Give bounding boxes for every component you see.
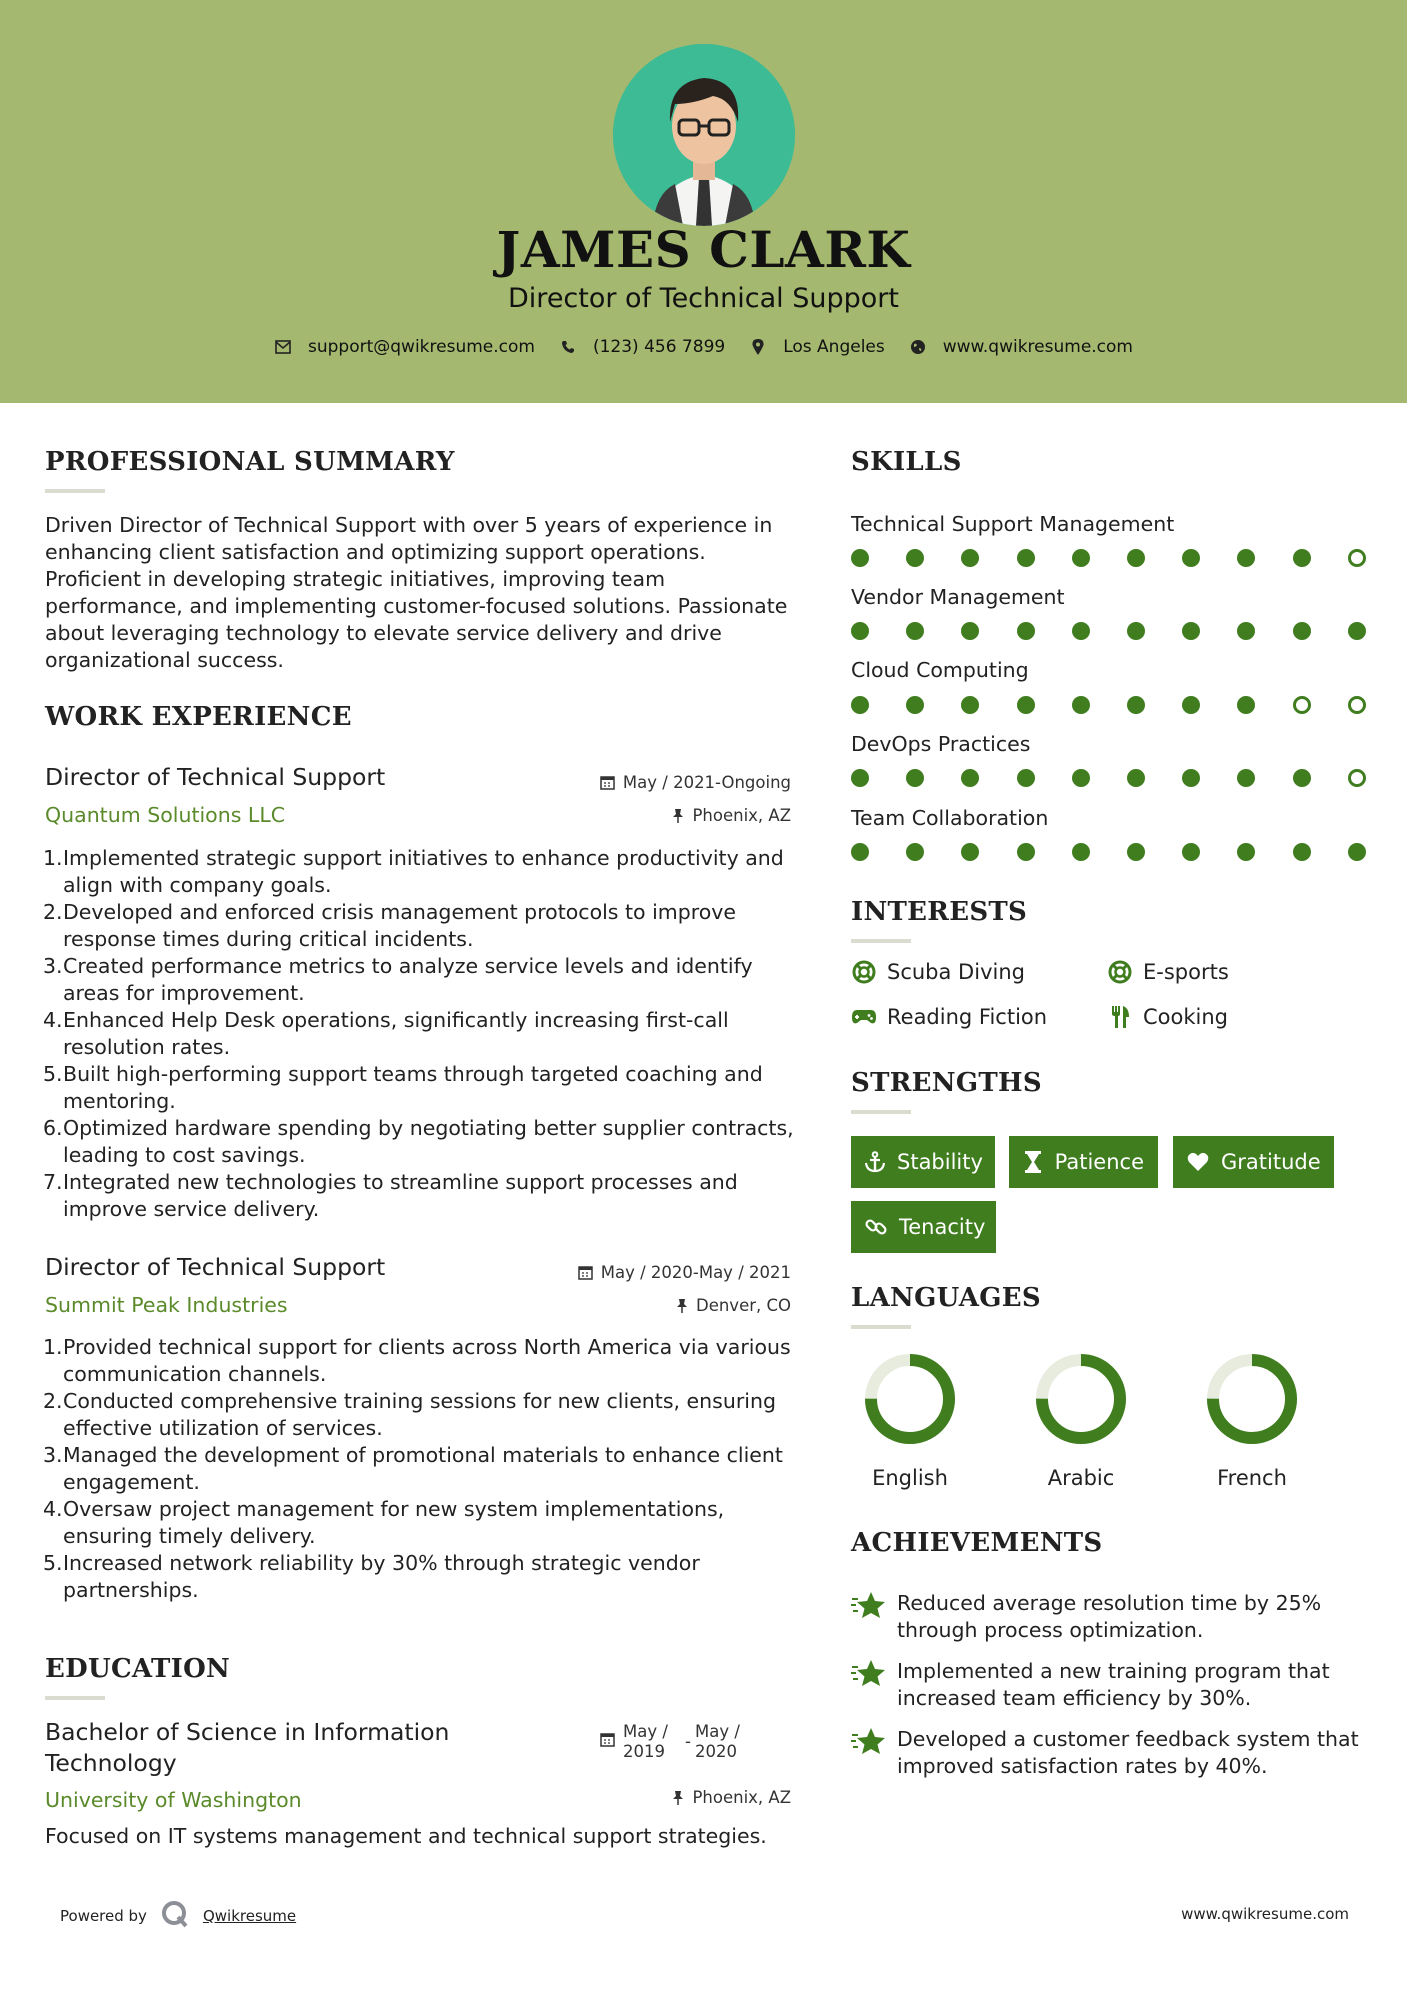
- interest-item: Cooking: [1107, 1004, 1228, 1030]
- list-item: 2. Developed and enforced crisis management protocols to improve response times during critical incidents.: [43, 900, 737, 951]
- language-name: French: [1217, 1466, 1287, 1490]
- contact-phone[interactable]: (123) 456 7899: [559, 337, 725, 357]
- education-dates: May / 2019 - May / 2020: [600, 1722, 745, 1762]
- pushpin-icon: [676, 1298, 688, 1313]
- contact-location: Los Angeles: [749, 337, 885, 357]
- rating-dot-filled: [906, 769, 924, 787]
- list-item: 6. Optimized hardware spending by negotiating better supplier contracts, leading to cost savings.: [43, 1116, 794, 1167]
- skill-name: DevOps Practices: [851, 732, 1031, 756]
- rating-dot-filled: [1072, 769, 1090, 787]
- hourglass-icon: [1023, 1151, 1043, 1173]
- pushpin-icon: [672, 808, 684, 823]
- envelope-icon: [274, 338, 292, 356]
- skill-rating: [851, 769, 1371, 789]
- rating-dot-filled: [961, 696, 979, 714]
- job-1-duties: [45, 845, 805, 1223]
- skill-rating: [851, 696, 1371, 716]
- list-item: 5. Built high-performing support teams through targeted coaching and mentoring.: [43, 1062, 763, 1113]
- qwikresume-logo-icon: [161, 1900, 189, 1932]
- candidate-name: JAMES CLARK: [496, 220, 911, 279]
- summary-divider: [45, 489, 105, 493]
- language-item: [1192, 1352, 1312, 1490]
- star-icon: [851, 1726, 887, 1756]
- rating-dot-filled: [1017, 622, 1035, 640]
- globe-icon: [909, 338, 927, 356]
- summary-heading: PROFESSIONAL SUMMARY: [45, 447, 455, 477]
- skill-name: Team Collaboration: [851, 806, 1049, 830]
- rating-dot-filled: [1127, 696, 1145, 714]
- list-item: 1. Provided technical support for clients across North America via various communication channels.: [43, 1335, 791, 1386]
- rating-dot-filled: [906, 549, 924, 567]
- achievement-item: Reduced average resolution time by 25% through process optimization.: [851, 1590, 1371, 1644]
- achievement-item: Developed a customer feedback system that improved satisfaction rates by 40%.: [851, 1726, 1371, 1780]
- language-item: [1021, 1352, 1141, 1490]
- job-2-dates: May / 2020-May / 2021: [520, 1263, 791, 1282]
- job-2-duties: [45, 1334, 805, 1604]
- skills-heading: SKILLS: [851, 447, 962, 477]
- strength-badge: Tenacity: [851, 1201, 996, 1253]
- skill-name: Vendor Management: [851, 585, 1065, 609]
- rating-dot-filled: [1072, 843, 1090, 861]
- lifebuoy-icon: [851, 959, 877, 985]
- achievement-item: Implemented a new training program that increased team efficiency by 30%.: [851, 1658, 1371, 1712]
- education-divider: [45, 1696, 105, 1700]
- rating-dot-filled: [906, 843, 924, 861]
- qwikresume-link[interactable]: Qwikresume: [202, 1907, 297, 1925]
- skill-rating: [851, 549, 1371, 569]
- calendar-icon: [600, 1732, 615, 1762]
- rating-dot-empty: [1348, 696, 1366, 714]
- star-icon: [851, 1658, 887, 1688]
- rating-dot-filled: [1182, 769, 1200, 787]
- contact-bar: [0, 337, 1407, 357]
- interest-item: E-sports: [1107, 959, 1229, 985]
- interests-divider: [851, 939, 911, 943]
- rating-dot-empty: [1348, 769, 1366, 787]
- star-icon: [851, 1590, 887, 1620]
- rating-dot-filled: [1017, 769, 1035, 787]
- rating-dot-filled: [1017, 696, 1035, 714]
- rating-dot-filled: [1182, 843, 1200, 861]
- list-item: 3. Created performance metrics to analyze service levels and identify areas for improvement.: [43, 954, 753, 1005]
- job-1-title: Director of Technical Support: [45, 763, 386, 791]
- rating-dot-filled: [851, 769, 869, 787]
- rating-dot-filled: [906, 622, 924, 640]
- strength-badge: Stability: [851, 1136, 995, 1188]
- lifebuoy-icon: [1107, 959, 1133, 985]
- rating-dot-filled: [1017, 843, 1035, 861]
- strengths-divider: [851, 1110, 911, 1114]
- skill-name: Cloud Computing: [851, 658, 1029, 682]
- rating-dot-filled: [961, 769, 979, 787]
- list-item: 1. Implemented strategic support initiatives to enhance productivity and align with company goals.: [43, 846, 784, 897]
- profile-photo: [613, 44, 795, 226]
- rating-dot-filled: [1237, 549, 1255, 567]
- interests-heading: INTERESTS: [851, 897, 1028, 927]
- degree-title: Bachelor of Science in Information Technology: [45, 1718, 450, 1777]
- rating-dot-filled: [851, 622, 869, 640]
- phone-icon: [559, 338, 577, 356]
- rating-dot-filled: [1182, 696, 1200, 714]
- education-location: Phoenix, AZ: [560, 1788, 791, 1807]
- rating-dot-filled: [851, 696, 869, 714]
- footer-powered-by: Powered by Qwikresume: [60, 1900, 296, 1932]
- contact-email[interactable]: support@qwikresume.com: [274, 337, 535, 357]
- job-1-location: Phoenix, AZ: [560, 806, 791, 825]
- job-1-dates: May / 2021-Ongoing: [560, 773, 791, 792]
- language-name: Arabic: [1047, 1466, 1115, 1490]
- calendar-icon: [578, 1265, 593, 1280]
- rating-dot-filled: [1182, 549, 1200, 567]
- rating-dot-filled: [1293, 769, 1311, 787]
- experience-heading: WORK EXPERIENCE: [45, 702, 352, 732]
- education-heading: EDUCATION: [45, 1654, 231, 1684]
- rating-dot-filled: [1237, 696, 1255, 714]
- rating-dot-filled: [1237, 769, 1255, 787]
- heart-icon: [1187, 1151, 1209, 1173]
- candidate-title: Director of Technical Support: [508, 283, 899, 314]
- list-item: 7. Integrated new technologies to streamline support processes and improve service delivery.: [43, 1170, 738, 1221]
- pushpin-icon: [672, 1790, 684, 1805]
- list-item: 3. Managed the development of promotional materials to enhance client engagement.: [43, 1443, 783, 1494]
- interest-item: Scuba Diving: [851, 959, 1025, 985]
- contact-website[interactable]: www.qwikresume.com: [909, 337, 1133, 357]
- calendar-icon: [600, 775, 615, 790]
- job-2-location: Denver, CO: [560, 1296, 791, 1315]
- rating-dot-filled: [1127, 622, 1145, 640]
- job-2-company: Summit Peak Industries: [45, 1293, 288, 1317]
- list-item: 4. Enhanced Help Desk operations, significantly increasing first-call resolution rates.: [43, 1008, 729, 1059]
- utensils-icon: [1107, 1004, 1133, 1030]
- header-banner: [0, 0, 1407, 403]
- rating-dot-filled: [1293, 549, 1311, 567]
- skill-rating: [851, 622, 1371, 642]
- rating-dot-filled: [1237, 622, 1255, 640]
- rating-dot-filled: [1293, 843, 1311, 861]
- skill-rating: [851, 843, 1371, 863]
- rating-dot-filled: [906, 696, 924, 714]
- rating-dot-filled: [1127, 843, 1145, 861]
- languages-heading: LANGUAGES: [851, 1283, 1041, 1313]
- strength-badge: Gratitude: [1173, 1136, 1334, 1188]
- rating-dot-filled: [961, 622, 979, 640]
- anchor-icon: [865, 1151, 885, 1173]
- footer-website-link[interactable]: www.qwikresume.com: [1181, 1905, 1349, 1923]
- list-item: 4. Oversaw project management for new system implementations, ensuring timely delivery.: [43, 1497, 725, 1548]
- school-name: University of Washington: [45, 1788, 302, 1812]
- job-2-title: Director of Technical Support: [45, 1253, 386, 1281]
- rating-dot-filled: [1293, 622, 1311, 640]
- rating-dot-filled: [961, 549, 979, 567]
- rating-dot-filled: [851, 549, 869, 567]
- rating-dot-filled: [851, 843, 869, 861]
- rating-dot-filled: [1127, 549, 1145, 567]
- rating-dot-empty: [1293, 696, 1311, 714]
- list-item: 5. Increased network reliability by 30% through strategic vendor partnerships.: [43, 1551, 700, 1602]
- rating-dot-filled: [961, 843, 979, 861]
- rating-dot-empty: [1348, 549, 1366, 567]
- rating-dot-filled: [1072, 549, 1090, 567]
- list-item: 2. Conducted comprehensive training sessions for new clients, ensuring effective utilization of services.: [43, 1389, 776, 1440]
- gamepad-icon: [851, 1004, 877, 1030]
- language-item: [850, 1352, 970, 1490]
- interest-item: Reading Fiction: [851, 1004, 1047, 1030]
- link-icon: [865, 1216, 887, 1238]
- strengths-heading: STRENGTHS: [851, 1068, 1042, 1098]
- rating-dot-filled: [1017, 549, 1035, 567]
- language-name: English: [872, 1466, 948, 1490]
- strength-badge: Patience: [1009, 1136, 1158, 1188]
- rating-dot-filled: [1348, 622, 1366, 640]
- rating-dot-filled: [1237, 843, 1255, 861]
- job-1-company: Quantum Solutions LLC: [45, 803, 286, 827]
- rating-dot-filled: [1127, 769, 1145, 787]
- rating-dot-filled: [1348, 843, 1366, 861]
- rating-dot-filled: [1182, 622, 1200, 640]
- achievements-heading: ACHIEVEMENTS: [851, 1528, 1103, 1558]
- rating-dot-filled: [1072, 622, 1090, 640]
- languages-divider: [851, 1325, 911, 1329]
- map-pin-icon: [749, 338, 767, 356]
- education-description: Focused on IT systems management and technical support strategies.: [45, 1824, 767, 1848]
- rating-dot-filled: [1072, 696, 1090, 714]
- summary-text: Driven Director of Technical Support with over 5 years of experience in enhancing client satisfaction and optimizing support operations. Proficient in developing strategic initiatives, improving team performance, and implementing customer-focused solutions. Passionate about leveraging technology to elevate service delivery and drive organizational success.: [45, 513, 788, 672]
- skill-name: Technical Support Management: [851, 512, 1175, 536]
